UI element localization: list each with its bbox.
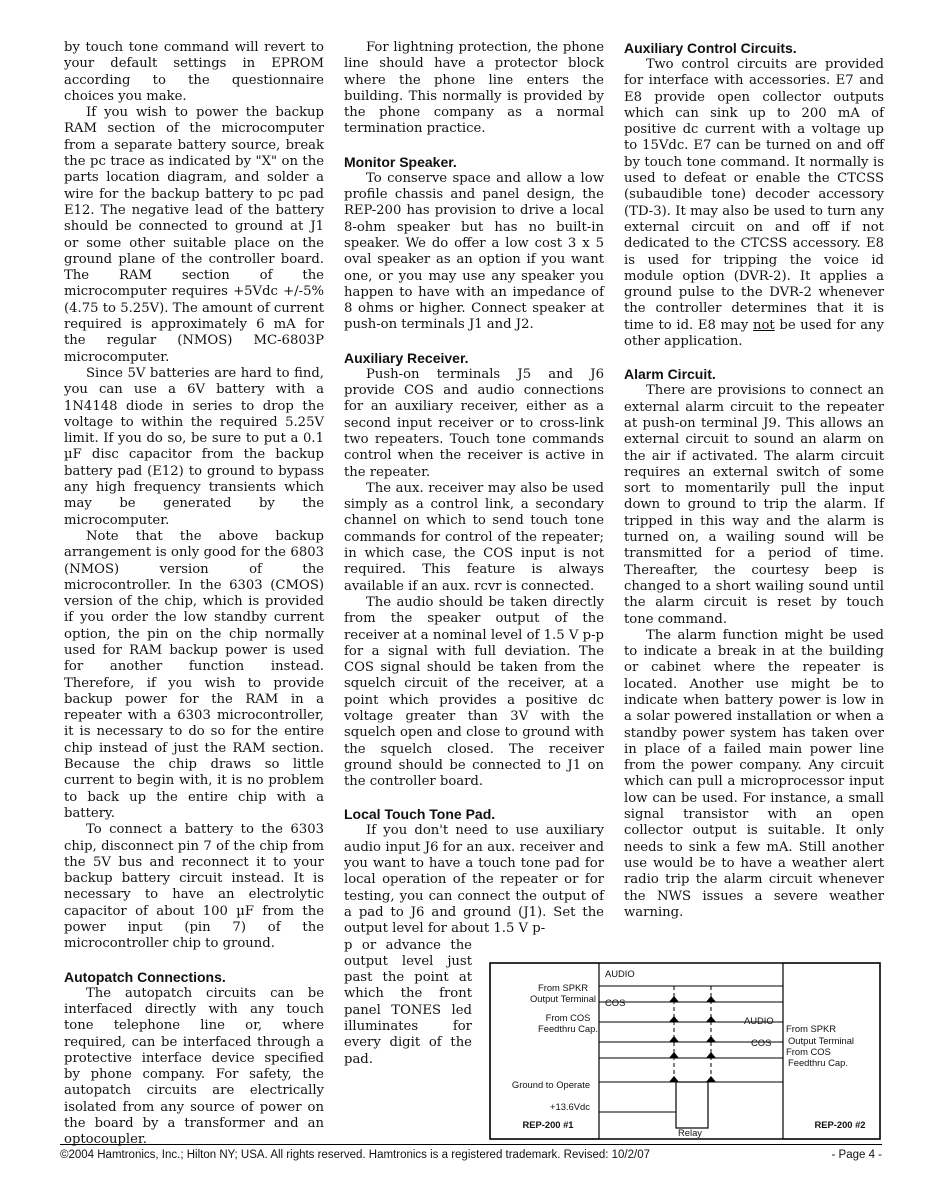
paragraph: The audio should be taken directly from the speaker output of the receiver at a nominal level of 1.5 V p-p for a signal with full deviation. The COS signal should be taken from the squelch circuit of the receiver, at a point which provides a positive dc voltage greater than 3V with the squelch open and close to ground with the squelch closed. The receiver ground should be connected to J1 on the controller board. [344,594,604,790]
relay-coil [676,1082,708,1128]
paragraph: To connect a battery to the 6303 chip, disconnect pin 7 of the chip from the 5V bus and reconnect it to your backup battery circuit instead. It is necessary to have an electrolytic capacitor of about 100 µF from the power input (pin 7) of the microcontroller chip to ground. [64,822,324,952]
paragraph: Note that the above backup arrangement is only good for the 6803 (NMOS) version of the microcontroller. In the 6303 (CMOS) version of the chip, which is provided if you order the low standby current option, the pin on the chip normally used for RAM backup power is used for another function instead. Therefore, if you wish to provide backup power for the RAM in a repeater with a 6303 microcontroller, it is necessary to do so for the entire chip instead of just the RAM section. Because the chip draws so little current to begin with, it is no problem to back up the entire chip with a battery. [64,528,324,821]
relay-contacts [669,996,716,1082]
section-heading-auxiliary-control: Auxiliary Control Circuits. [624,40,797,56]
section-heading-monitor-speaker: Monitor Speaker. [344,153,457,170]
text-run: be used for any other application. [624,317,885,350]
label-audio: AUDIO [744,1015,774,1026]
paragraph: The alarm function might be used to indicate a break in at the building or cabinet where the repeater is located. Another use might be to indicate when battery power is low in a solar powered installation or when a standby power system has taken over in place of a failed main power line from the power company. Any circuit which can pull a microprocessor input low can be used. For instance, a small signal transistor with an open collector output is suitable. It only needs to sink a few mA. Still another use would be to have a weather alert radio trip the alarm circuit whenever the NWS issues a severe weather warning. [624,627,884,920]
paragraph [624,57,884,350]
label: From COS [786,1046,831,1057]
page-footer [60,1144,882,1161]
label: Output Terminal [529,993,597,1004]
label: From COS [545,1012,591,1023]
paragraph: If you wish to power the backup RAM section of the microcomputer from a separate battery source, break the pc trace as indicated by "X" on the parts location diagram, and solder a wire for the backup battery to pc pad E12. The negative lead of the battery should be connected to ground at J1 or some other suitable place on the ground plane of the controller board. The RAM section of the microcomputer requires +5Vdc +/-5% (4.75 to 5.25V). The amount of current required is approximately 6 mA for the regular (NMOS) MC-6803P microcomputer. [64,105,324,365]
footer-copyright: ©2004 Hamtronics, Inc.; Hilton NY; USA. All rights reserved. Hamtronics is a registered trademark. Revised: 10/2/07 [60,1149,650,1161]
label: Output Terminal [788,1035,855,1046]
column-1 [64,40,324,1149]
label-relay: Relay [678,1127,702,1138]
wiring-diagram [489,962,881,1140]
page-number: - Page 4 - [831,1149,882,1161]
section-heading-autopatch: Autopatch Connections. [64,968,226,985]
label: Feedthru Cap. [788,1057,848,1068]
column-3 [624,40,884,921]
label-audio: AUDIO [605,968,635,979]
label: Ground to Operate [511,1079,591,1090]
paragraph: The autopatch circuits can be interfaced directly with any touch tone telephone line or, where required, can be interfaced through a protective interface device specified by phone company. For safety, the autopatch circuits are electrically isolated from any source of power on the board by a transformer and an optocoupler. [64,985,324,1148]
section-heading-alarm-circuit: Alarm Circuit. [624,366,716,383]
label: Feedthru Cap. [538,1023,598,1034]
paragraph: Since 5V batteries are hard to find, you can use a 6V battery with a 1N4148 diode in series to drop the voltage to within the required 5.25V limit. If you do so, be sure to put a 0.1 µF disc capacitor from the backup battery pad (E12) to ground to bypass any high frequency transients which may be generated by the microcomputer. [64,365,324,528]
section-heading-auxiliary-receiver: Auxiliary Receiver. [344,349,469,366]
paragraph: p or advance the output level just past the point at which the front panel TONES led illuminates for every digit of the pad. [344,937,472,1067]
column-2 [344,40,604,1068]
label: From SPKR [537,982,589,993]
label-cos: COS [751,1037,772,1048]
paragraph: There are provisions to connect an external alarm circuit to the repeater at push-on terminal J9. This allows an external circuit to sound an alarm on the air if activated. The alarm circuit requires an external switch of some sort to momentarily pull the input down to ground to trip the alarm. If tripped in this way and the alarm is turned on, a wailing sound will be transmitted for a period of time. Thereafter, the courtesy beep is changed to a short wailing sound until the alarm circuit is reset by touch tone command. [624,383,884,627]
paragraph: by touch tone command will revert to your default settings in EPROM according to the questionnaire choices you make. [64,40,324,104]
text-run: Two control circuits are provided for interface with accessories. E7 and E8 provide open collector outputs which can sink up to 200 mA of positive dc current with a voltage up to 15Vdc. E7 can be turned on and off by touch tone command. It normally is used to defeat or enable the CTCSS (subaudible tone) decoder accessory (TD-3). It may also be used to turn any external circuit on and off if not dedicated to the CTCSS accessory. E8 is used for tripping the voice id module option (DVR-2). It applies a ground pulse to the DVR-2 whenever the controller determines that it is time to id. E8 may [624,57,884,333]
label-rep-200-1: REP-200 #1 [522,1119,574,1130]
label-cos: COS [605,997,626,1008]
paragraph: To conserve space and allow a low profile chassis and panel design, the REP-200 has provision to drive a local 8-ohm speaker but has no built-in speaker. We do offer a low cost 3 x 5 oval speaker as an option if you want one, or you may use any speaker you happen to have with an impedance of 8 ohms or higher. Connect speaker at push-on terminals J1 and J2. [344,170,604,333]
paragraph: For lightning protection, the phone line should have a protector block where the phone line enters the building. This normally is provided by the phone company as a normal termination practice. [344,40,604,137]
paragraph: If you don't need to use auxiliary audio input J6 for an aux. receiver and you want to have a touch tone pad for local operation of the repeater or for testing, you can connect the output of a pad to J6 and ground (J1). Set the output level for about 1.5 V p- [344,823,604,937]
wiring-diagram-svg [489,962,881,1140]
paragraph: The aux. receiver may also be used simply as a control link, a secondary channel on which to send touch tone commands for control of the repeater; in which case, the COS input is not required. This feature is always available if an aux. rcvr is connected. [344,480,604,594]
paragraph: Push-on terminals J5 and J6 provide COS and audio connections for an auxiliary receiver, either as a second input receiver or to cross-link two repeaters. Touch tone commands control when the receiver is active in the repeater. [344,366,604,480]
section-heading-local-touch-tone-pad: Local Touch Tone Pad. [344,806,496,823]
label: +13.6Vdc [550,1101,590,1112]
underlined-word: not [753,317,775,333]
label: From SPKR [786,1023,837,1034]
label-rep-200-2: REP-200 #2 [814,1119,866,1130]
